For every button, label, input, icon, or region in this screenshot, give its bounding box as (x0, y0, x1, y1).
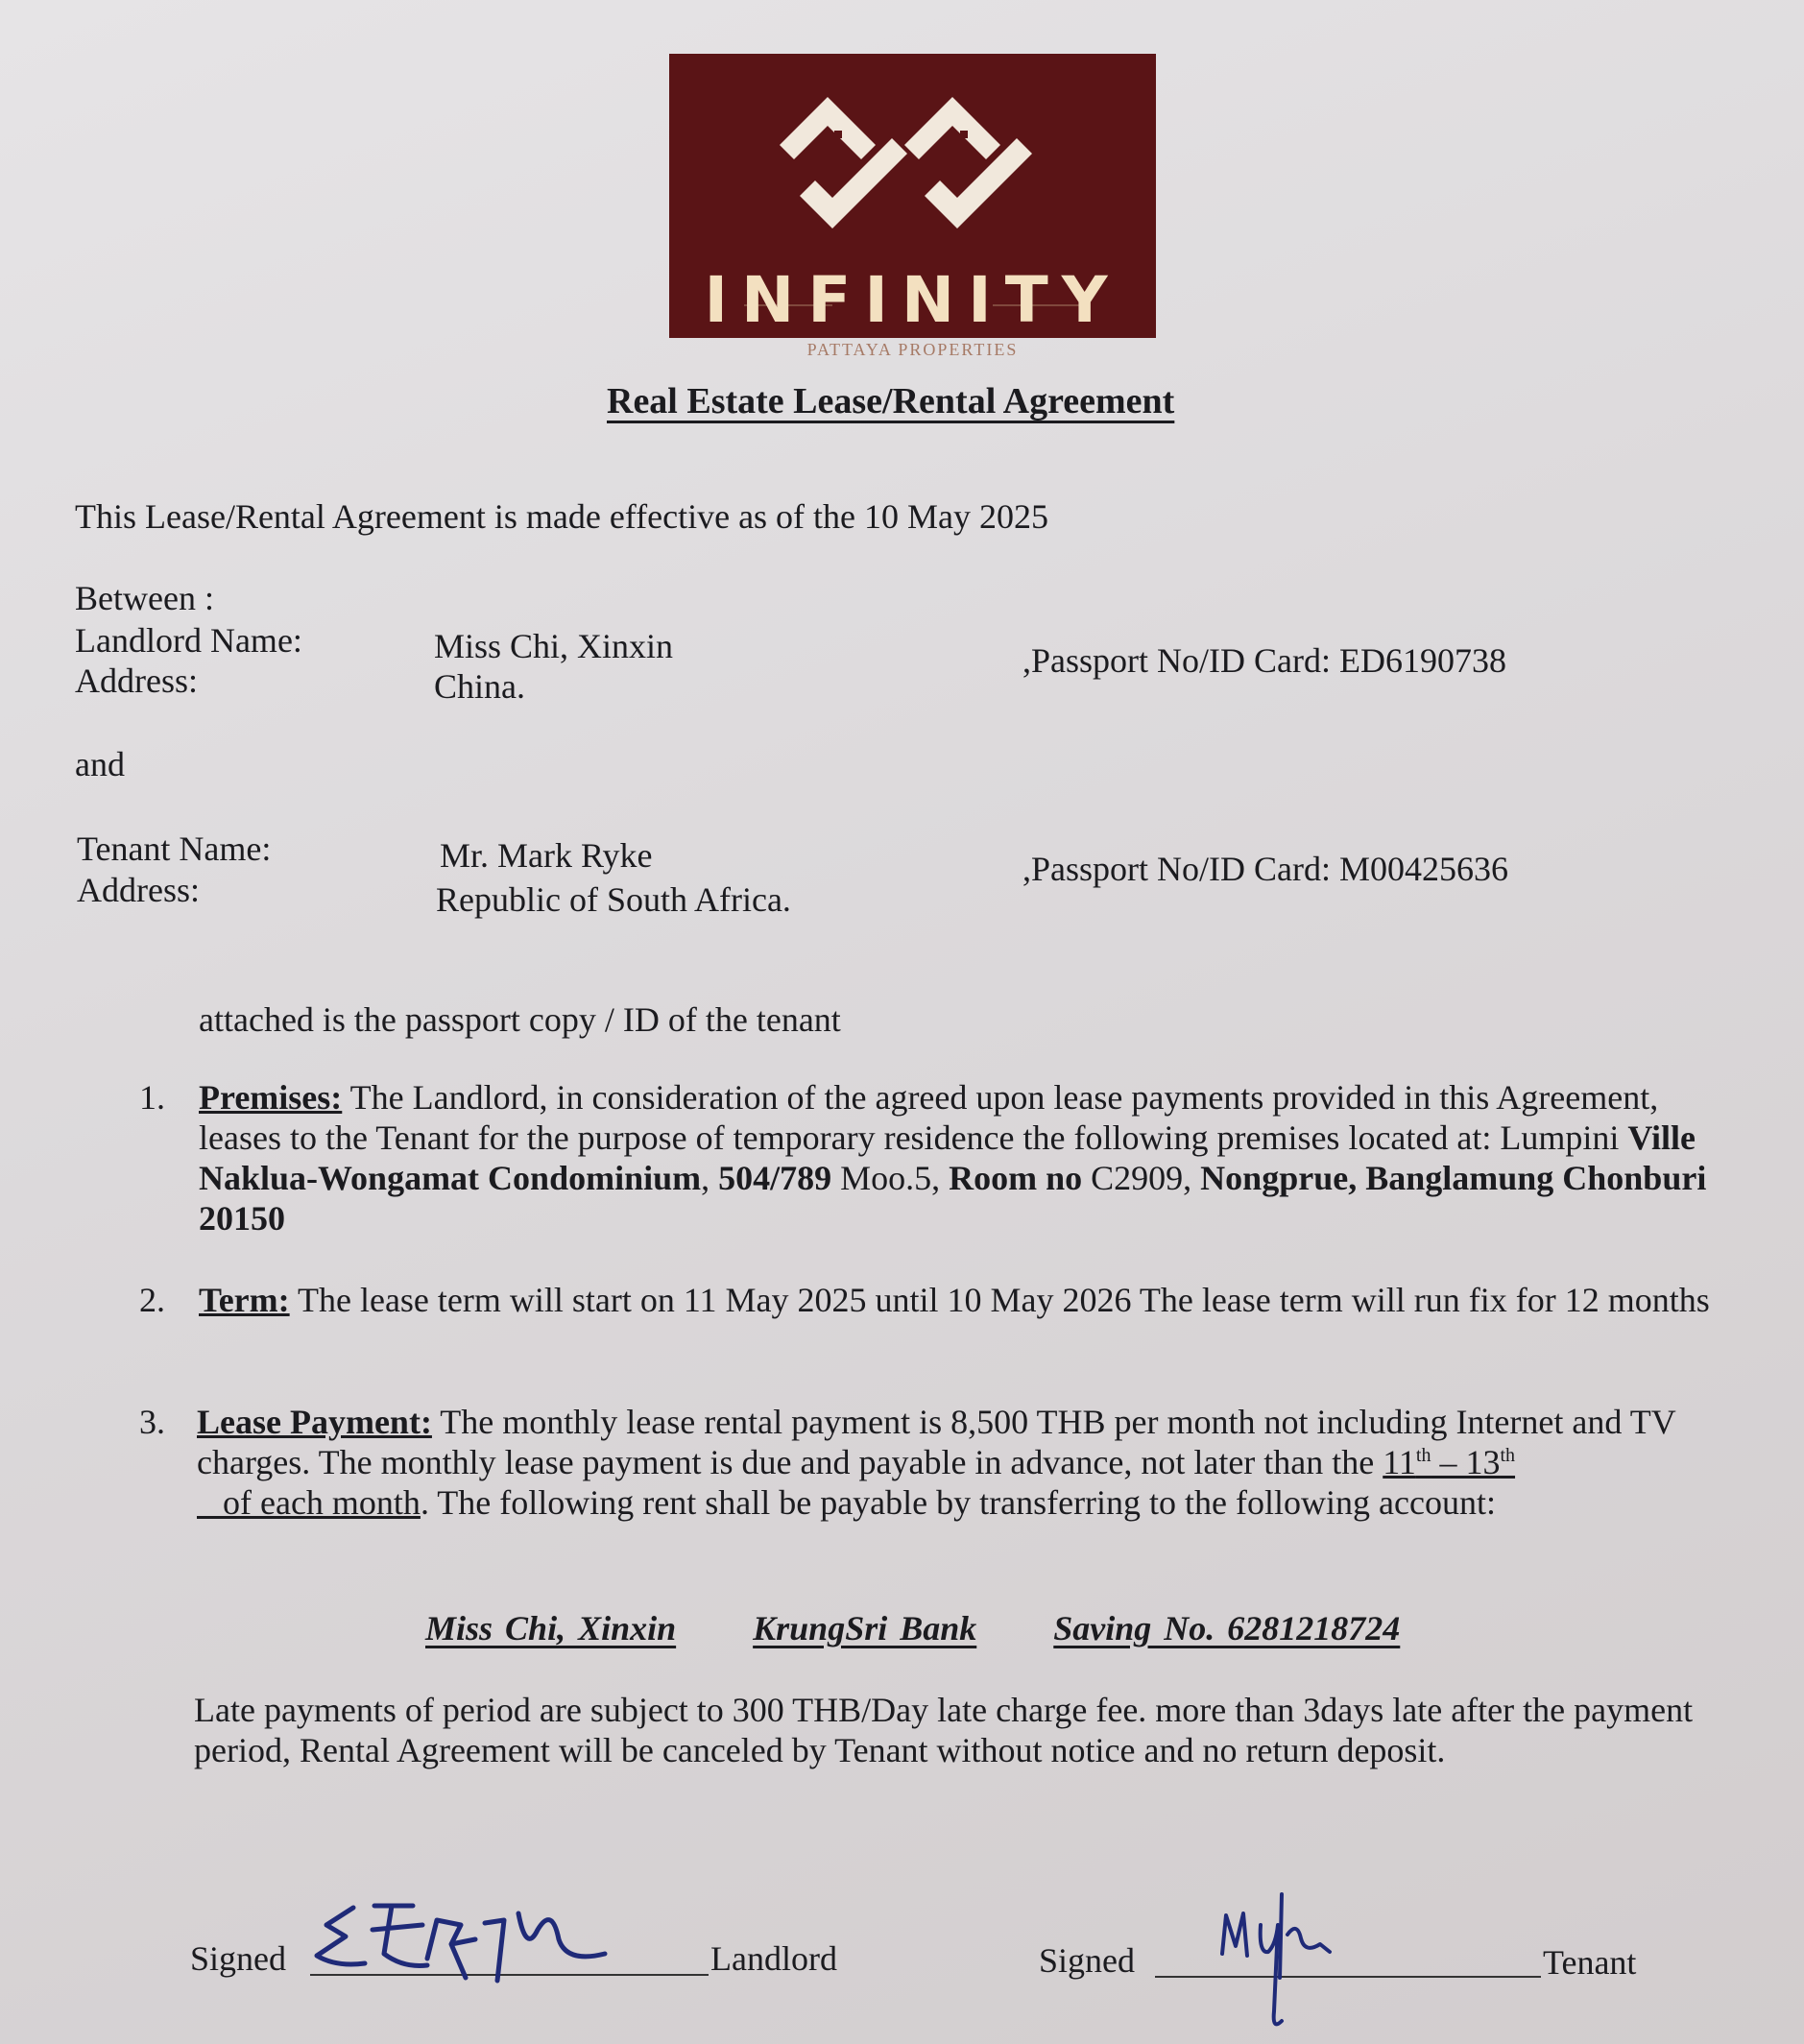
account-number: Saving No. 6281218724 (1053, 1609, 1401, 1647)
landlord-address: China. (434, 667, 525, 706)
clause-number: 2. (139, 1281, 165, 1319)
clause-heading: Premises: (199, 1078, 343, 1117)
between-label: Between : (75, 579, 214, 617)
tenant-name: Mr. Mark Ryke (440, 836, 653, 875)
bank-name: KrungSri Bank (753, 1609, 977, 1647)
clause-term: Term: The lease term will start on 11 May 2025 until 10 May 2026 The lease term will run fix for 12 months (199, 1281, 1710, 1319)
tenant-address-label: Address: (77, 871, 200, 909)
logo-subtitle: PATTAYA PROPERTIES (806, 340, 1019, 359)
account-holder: Miss Chi, Xinxin (425, 1609, 677, 1647)
tenant-passport: ,Passport No/ID Card: M00425636 (1022, 850, 1508, 888)
landlord-signature (307, 1887, 614, 1992)
landlord-address-label: Address: (75, 661, 198, 700)
tenant-signed-label: Signed (1039, 1941, 1136, 1980)
clause-number: 1. (139, 1078, 165, 1117)
landlord-role-label: Landlord (710, 1939, 837, 1978)
and-label: and (75, 745, 125, 783)
document-title: Real Estate Lease/Rental Agreement (607, 381, 1175, 421)
landlord-signed-label: Signed (190, 1939, 287, 1978)
company-logo (669, 54, 1156, 359)
clause-heading: Lease Payment: (197, 1403, 432, 1441)
late-payment-text: Late payments of period are subject to 300 THB/Day late charge fee. more than 3days late after the payment period, Rental Agreement will be canceled by Tenant without notice and no return deposit. (194, 1691, 1694, 1769)
landlord-name: Miss Chi, Xinxin (434, 627, 674, 665)
tenant-role-label: Tenant (1543, 1943, 1637, 1982)
clause-number: 3. (139, 1403, 165, 1441)
attached-note: attached is the passport copy / ID of the tenant (199, 1000, 841, 1039)
tenant-name-label: Tenant Name: (77, 830, 272, 868)
bank-account-line (425, 1609, 1400, 1647)
tenant-signature (1205, 1887, 1368, 2040)
landlord-passport: ,Passport No/ID Card: ED6190738 (1022, 641, 1506, 680)
clause-premises: Premises: The Landlord, in consideration of the agreed upon lease payments provided in this Agreement, leases to the Tenant for the purpose of temporary residence the following premises located at: Lumpini Ville Naklua-Wongamat Condominium, 504/789 Moo.5, Room no C2909, Nongprue, Banglamung Chonburi 20150 (199, 1078, 1707, 1238)
due-date-range: 11th – 13th of each month (197, 1443, 1516, 1522)
landlord-name-label: Landlord Name: (75, 621, 302, 660)
tenant-address: Republic of South Africa. (436, 880, 791, 919)
intro-text: This Lease/Rental Agreement is made effective as of the 10 May 2025 (75, 497, 1049, 536)
clause-lease-payment: Lease Payment: The monthly lease rental payment is 8,500 THB per month not including Internet and TV charges. The monthly lease payment is due and payable in advance, not later than the 11th – 13th of each month. The following rent shall be payable by transferring to the following account: (197, 1403, 1676, 1522)
clause-heading: Term: (199, 1281, 290, 1319)
logo-wordmark: INFINITY (704, 263, 1121, 337)
